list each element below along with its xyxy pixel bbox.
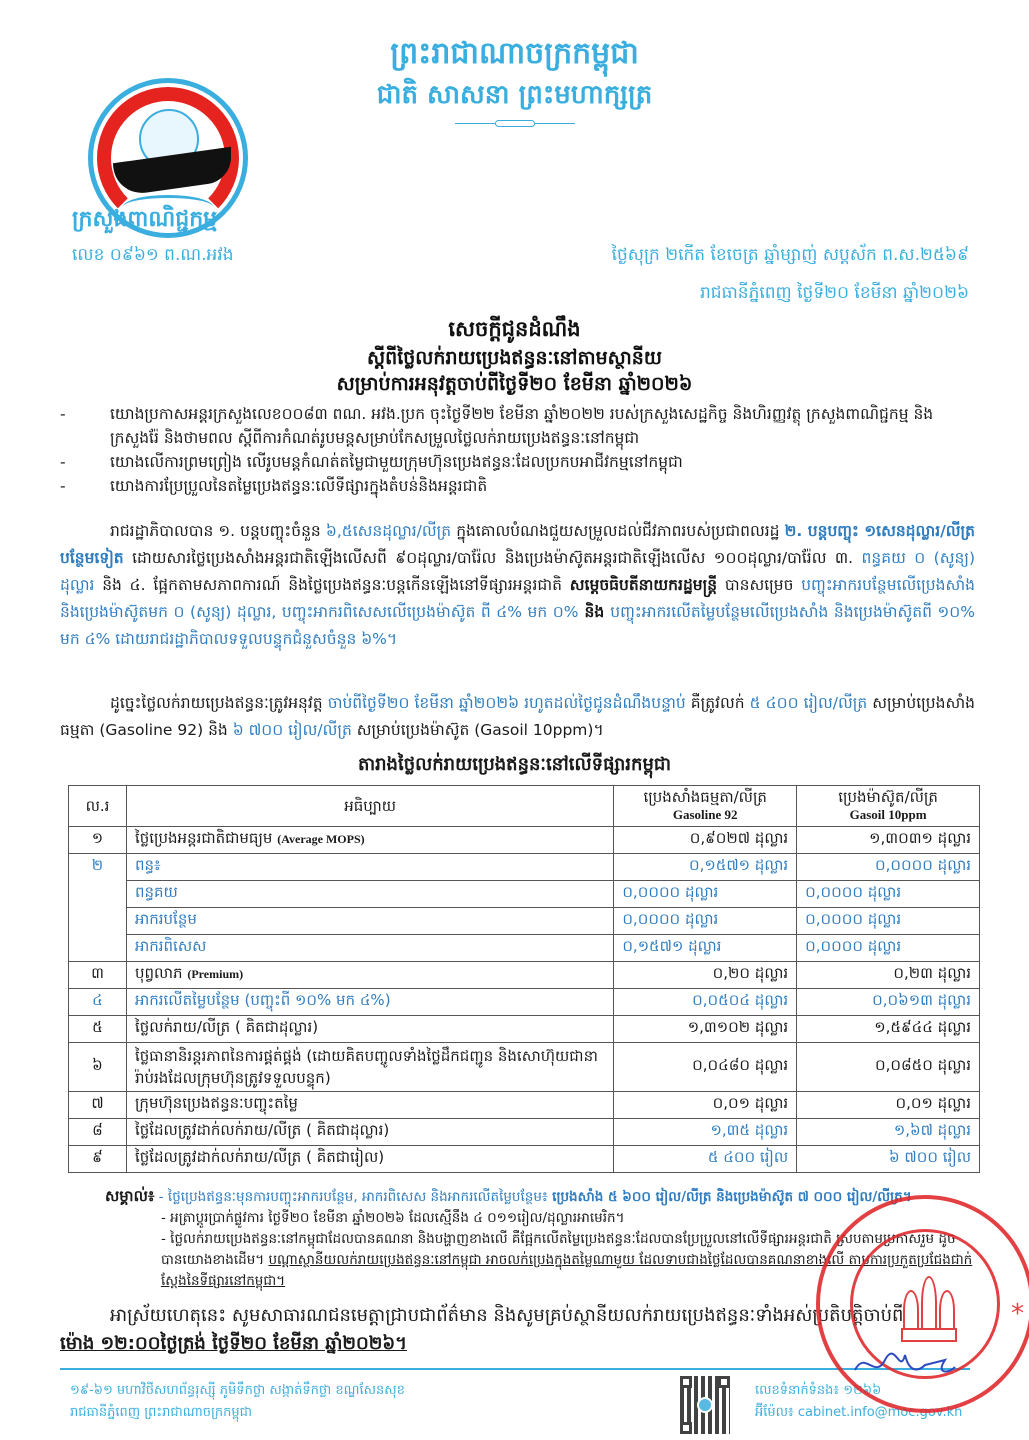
- footer-divider: [60, 1368, 970, 1370]
- table-row: ៤ អាករលើតម្លៃបន្ថែម (បញ្ចុះពី ១០% មក ៤%) ០,០៥០៤ ដុល្លារ ០,០៦១៣ ដុល្លារ: [69, 989, 980, 1016]
- reference-text: យោងប្រកាសអន្តរក្រសួងលេខ០០៨៣ ពណ. អវង.ប្រក ចុះថ្ងៃទី២២ ខែមីនា ឆ្នាំ២០២២ របស់ក្រសួងសេដ្ឋកិច្ច និងហិរញ្ញវត្ថុ ក្រសួងពាណិជ្ជកម្ម និងក្រសួងរ៉ែ និងថាមពល ស្តីពីការកំណត់រូបមន្តសម្រាប់កែសម្រួលថ្លៃលក់រាយប្រេងឥន្ធនៈនៅកម្ពុជា: [110, 405, 934, 447]
- national-motto: ជាតិ សាសនា ព្រះមហាក្សត្រ: [376, 80, 653, 110]
- ministry-name: ក្រសួងពាណិជ្ជកម្ម: [72, 207, 218, 232]
- reference-item: - យោងលើការព្រមព្រៀង លើរូបមន្តកំណត់តម្លៃជាមួយក្រុមហ៊ុនប្រេងឥន្ធនៈដែលប្រកបអាជីវកម្មនៅកម្ពុជា: [60, 453, 683, 471]
- price-paragraph: ដូច្នេះថ្លៃលក់រាយប្រេងឥន្ធនៈត្រូវអនុវត្ត ចាប់ពីថ្ងៃទី២០ ខែមីនា ឆ្នាំ២០២៦ រហូតដល់ថ្ងៃជូនដំណឹងបន្ទាប់ គឺត្រូវលក់ ៥ ៤០០ រៀល/លីត្រ សម្រាប់ប្រេងសាំងធម្មតា (Gasoline 92) និង ៦ ៧០០ រៀល/លីត្រ សម្រាប់ប្រេងម៉ាស៊ូត (Gasoil 10ppm)។: [60, 694, 975, 739]
- decision-paragraph: រាជរដ្ឋាភិបាលបាន ១. បន្តបញ្ចុះចំនួន ៦,៥សេនដុល្លារ/លីត្រ ក្នុងគោលបំណងជួយសម្រួលដល់ជីវភាពរបស់ប្រជាពលរដ្ឋ ២. បន្តបញ្ចុះ ១សេនដុល្លារ/លីត្របន្ថែមទៀត ដោយសារថ្លៃប្រេងសាំងអន្តរជាតិឡើងលើសពី ៩០ដុល្លារ/បារ៉ែល និងប្រេងម៉ាស៊ូតអន្តរជាតិឡើងលើស ១០០ដុល្លារ/បារ៉ែល ៣. ពន្ធគយ ០ (សូន្យ) ដុល្លារ និង ៤. ផ្អែកតាមសភាពការណ៍ និងថ្លៃប្រេងឥន្ធនៈបន្តកើនឡើងនៅទីផ្សារអន្តរជាតិ សម្តេចធិបតីនាយករដ្ឋមន្ត្រី បានសម្រេច បញ្ចុះអាករបន្ថែមលើប្រេងសាំង និងប្រេងម៉ាស៊ូតមក ០ (សូន្យ) ដុល្លារ, បញ្ចុះអាករពិសេសលើប្រេងម៉ាស៊ូត ពី ៤% មក ០% និង បញ្ចុះអាករលើតម្លៃបន្ថែមលើប្រេងសាំង និងប្រេងម៉ាស៊ូតពី ១០% មក ៤% ដោយរាជរដ្ឋាភិបាលទទួលបន្ទុកជំនួសចំនួន ៦%។: [60, 522, 975, 648]
- note-3: - ថ្លៃលក់រាយប្រេងឥន្ធនៈនៅកម្ពុជាដែលបានគណនា និងបង្ហាញខាងលើ គឺផ្អែកលើតម្លៃប្រេងឥន្ធនៈដែលបានប្រែប្រួលនៅលើទីផ្សារអន្តរជាតិ ស្របតាមប្រកាសរួម ដូចបានយោងខាងដើម។ បណ្តាស្ថានីយលក់រាយប្រេងឥន្ធនៈនៅកម្ពុជា អាចលក់ប្រេងក្នុងតម្លៃណាមួយ ដែលទាបជាងថ្លៃដែលបានគណនាខាងលើ តាមការប្រកួតប្រជែងជាក់ស្តែងនៃទីផ្សារនៅកម្ពុជា។: [161, 1231, 973, 1289]
- note-1: សម្គាល់៖ - ថ្លៃប្រេងឥន្ធនៈមុនការបញ្ចុះអាករបន្ថែម, អាករពិសេស និងអាករលើតម្លៃបន្ថែម៖ ប្រេងសាំង ៥ ៦០០ រៀល/លីត្រ និងប្រេងម៉ាស៊ូត ៧ ០០០ រៀល/លីត្រ។: [105, 1187, 912, 1205]
- star-icon: *: [1011, 1299, 1024, 1329]
- header-gasoline: ប្រេងសាំងធម្មតា/លីត្រ Gasoline 92: [614, 786, 797, 827]
- table-row: អាករពិសេស ០,១៥៧១ ដុល្លារ ០,០០០០ ដុល្លារ: [69, 935, 980, 962]
- document-subtitle: ស្តីពីថ្លៃលក់រាយប្រេងឥន្ធនៈនៅតាមស្ថានីយ: [367, 347, 662, 369]
- note-2: - អត្រាប្តូរប្រាក់ផ្លូវការ ថ្ងៃទី២០ ខែមីនា ឆ្នាំ២០២៦ ដែលស្មើនឹង ៤ ០១១រៀល/ដុល្លារអាមេរិក។: [161, 1210, 625, 1226]
- reference-text: យោងលើការព្រមព្រៀង លើរូបមន្តកំណត់តម្លៃជាមួយក្រុមហ៊ុនប្រេងឥន្ធនៈដែលប្រកបអាជីវកម្មនៅកម្ពុជា: [110, 453, 683, 471]
- header-description: អធិប្បាយ: [126, 786, 613, 827]
- closing-paragraph: អាស្រ័យហេតុនេះ សូមសាធារណជនមេត្តាជ្រាបជាព័ត៌មាន និងសូមគ្រប់ស្ថានីយលក់រាយប្រេងឥន្ធនៈទាំងអស់ប្រតិបត្តិចាប់ពី ម៉ោង ១២:០០ថ្ងៃត្រង់ ថ្ងៃទី២០ ខែមីនា ឆ្នាំ២០២៦។: [60, 1305, 904, 1354]
- effective-time: ម៉ោង ១២:០០ថ្ងៃត្រង់ ថ្ងៃទី២០ ខែមីនា ឆ្នាំ២០២៦។: [60, 1333, 408, 1354]
- kingdom-name: ព្រះរាជាណាចក្រកម្ពុជា: [390, 36, 639, 71]
- table-row: អាករបន្ថែម ០,០០០០ ដុល្លារ ០,០០០០ ដុល្លារ: [69, 908, 980, 935]
- phone-number: លេខទំនាក់ទំនង៖ ១២៦៦: [755, 1383, 882, 1398]
- header-no: ល.រ: [69, 786, 127, 827]
- qr-code-icon[interactable]: [680, 1376, 730, 1434]
- gasoline-price: ៥ ៤០០ រៀល/លីត្រ: [749, 694, 868, 712]
- signature-icon: [850, 1345, 960, 1385]
- reference-item: - យោងប្រកាសអន្តរក្រសួងលេខ០០៨៣ ពណ. អវង.ប្រក ចុះថ្ងៃទី២២ ខែមីនា ឆ្នាំ២០២២ របស់ក្រសួងសេដ្ឋកិច្ច និងហិរញ្ញវត្ថុ ក្រសួងពាណិជ្ជកម្ម និងក្រសួងរ៉ែ និងថាមពល ស្តីពីការកំណត់រូបមន្តសម្រាប់កែសម្រួលថ្លៃលក់រាយប្រេងឥន្ធនៈនៅកម្ពុជា: [60, 405, 934, 447]
- date-solar: រាជធានីភ្នំពេញ ថ្ងៃទី២០ ខែមីនា ឆ្នាំ២០២៦: [700, 283, 969, 303]
- reference-list: [60, 402, 980, 498]
- table-row: ១ ថ្លៃប្រេងអន្តរជាតិជាមធ្យម (Average MOPS) ០,៩០២៧ ដុល្លារ ១,៣០៣១ ដុល្លារ: [69, 827, 980, 854]
- prime-minister-title: សម្តេចធិបតីនាយករដ្ឋមន្ត្រី: [569, 576, 718, 594]
- document-title: សេចក្តីជូនដំណឹង: [448, 317, 581, 341]
- temple-icon: [901, 1272, 957, 1342]
- reference-number: លេខ ០៩៦១ ព.ណ.អវង: [72, 245, 234, 265]
- table-row: ៣ បុព្វលាភ (Premium) ០,២០ ដុល្លារ ០,២៣ ដុល្លារ: [69, 962, 980, 989]
- table-title: តារាងថ្លៃលក់រាយប្រេងឥន្ធនៈនៅលើទីផ្សារកម្ពុជា: [357, 754, 672, 775]
- table-row: ៧ ក្រុមហ៊ុនប្រេងឥន្ធនៈបញ្ចុះតម្លៃ ០,០១ ដុល្លារ ០,០១ ដុល្លារ: [69, 1092, 980, 1119]
- table-row: ២ ពន្ធ៖ ០,១៥៧១ ដុល្លារ ០,០០០០ ដុល្លារ: [69, 854, 980, 881]
- reference-item: - យោងការប្រែប្រួលនៃតម្លៃប្រេងឥន្ធនៈលើទីផ្សារក្នុងតំបន់និងអន្តរជាតិ: [60, 477, 488, 495]
- table-row: ពន្ធគយ ០,០០០០ ដុល្លារ ០,០០០០ ដុល្លារ: [69, 881, 980, 908]
- footer-address: ១៩-៦១ មហាវិថីសហព័ន្ធរុស្ស៊ី ភូមិទឹកថ្លា សង្កាត់ទឹកថ្លា ខណ្ឌសែនសុខ រាជធានីភ្នំពេញ ព្រះរាជាណាចក្រកម្ពុជា: [70, 1383, 405, 1420]
- table-row: ៥ ថ្លៃលក់រាយ/លីត្រ ( គិតជាដុល្លារ) ១,៣១០២ ដុល្លារ ១,៥៩៤៤ ដុល្លារ: [69, 1016, 980, 1043]
- table-row: ៩ ថ្លៃដែលត្រូវដាក់លក់រាយ/លីត្រ ( គិតជារៀល) ៥ ៤០០ រៀល ៦ ៧០០ រៀល: [69, 1146, 980, 1173]
- reference-text: យោងការប្រែប្រួលនៃតម្លៃប្រេងឥន្ធនៈលើទីផ្សារក្នុងតំបន់និងអន្តរជាតិ: [110, 477, 488, 495]
- ornament-divider-icon: [455, 120, 575, 128]
- table-row: ៨ ថ្លៃដែលត្រូវដាក់លក់រាយ/លីត្រ ( គិតជាដុល្លារ) ១,៣៥ ដុល្លារ ១,៦៧ ដុល្លារ: [69, 1119, 980, 1146]
- document-effective-title: សម្រាប់ការអនុវត្តចាប់ពីថ្ងៃទី២០ ខែមីនា ឆ្នាំ២០២៦: [336, 373, 693, 395]
- header-gasoil: ប្រេងម៉ាស៊ូត/លីត្រ Gasoil 10ppm: [797, 786, 980, 827]
- table-row: ៦ ថ្លៃធានានិរន្តរភាពនៃការផ្គត់ផ្គង់ (ដោយគិតបញ្ចូលទាំងថ្លៃដឹកជញ្ជូន និងសោហ៊ុយជានារ៉ាប់រងដែលក្រុមហ៊ុនត្រូវទទួលបន្ទុក) ០,០៤៨០ ដុល្លារ ០,០៨៥០ ដុល្លារ: [69, 1043, 980, 1092]
- email-link[interactable]: អ៊ីម៉ែល៖ cabinet.info@moc.gov.kh: [755, 1405, 963, 1420]
- date-lunar: ថ្ងៃសុក្រ ២កើត ខែចេត្រ ឆ្នាំម្សាញ់ សប្តស័ក ព.ស.២៥៦៩: [611, 245, 969, 265]
- table-header-row: [69, 786, 980, 827]
- gasoil-price: ៦ ៧០០ រៀល/លីត្រ: [232, 721, 352, 739]
- fuel-price-table: [68, 785, 980, 1173]
